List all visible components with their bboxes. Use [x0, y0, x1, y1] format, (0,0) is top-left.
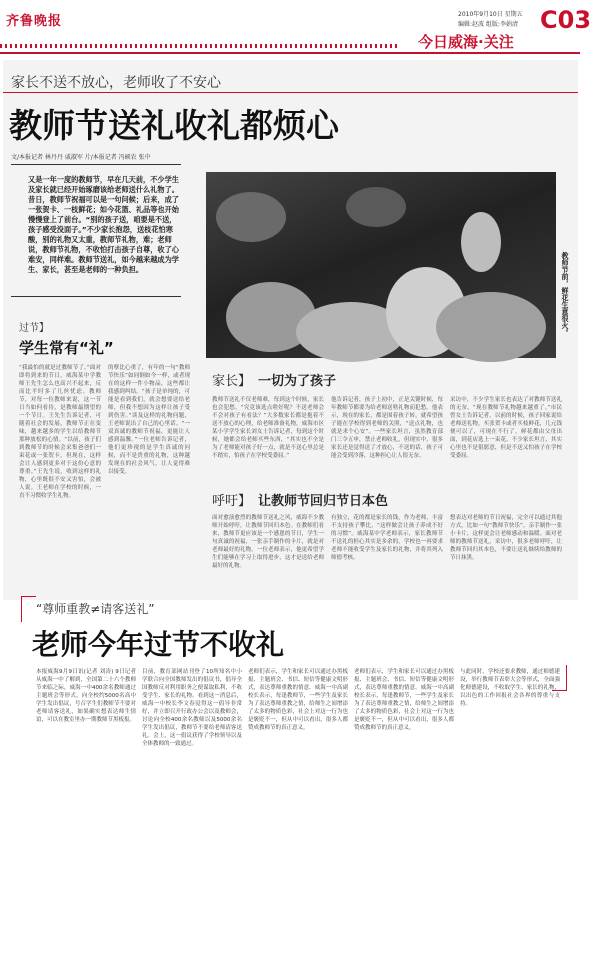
section-kicker: 过节】 — [19, 323, 49, 334]
body-column: 面对愈演愈烈的教师节送礼之风，威海不少教师开始呼吁，让教师节回归本色。在教师们看来，教师节更应该是一个感恩的节日，学生一句真诚的祝福，一张亲手制作的卡片，就是对老师最好的礼物。一位老师表示，他更希望学生们能够在学习上取得进步，这才是送给老师最好的礼物。 — [212, 515, 324, 569]
body-column: 老师们表示，学生和家长可以通过办黑板报、主题班会、书信、短信等健康文明形式，表达尊师重教的情意。威海一中高副校长表示，每逢教师节，一些学生及家长为了表达尊师重教之情，给师生之间增添了太多的物质色彩，社会上对这一行为也是褒贬不一，但从中可以看出，很多人都赞成教师节的真正意义。 — [354, 669, 454, 731]
section-headline: 学生常有“礼” — [19, 339, 114, 357]
body-column: 与此同时，学校还要求教师，通过师德建设，举行教师节表彰大会等形式，全面强化师德建设，不收取学生、家长的礼物，以出色的工作回报社会各界的尊重与支持。 — [460, 669, 560, 707]
body-column: 老师们表示，学生和家长可以通过办黑板报、主题班会、书信、短信等健康文明形式，表达尊师重教的情意。威海一中高副校长表示，每逢教师节，一些学生及家长为了表达尊师重教之情，给师生之间增添了太多的物质色彩，社会上对这一行为也是褒贬不一，但从中可以看出，很多人都赞成教师节的真正意义。 — [248, 669, 348, 731]
article-kicker: “尊师重教≠请客送礼” — [36, 602, 155, 616]
body-column: 目前，教育部网站刊登了10所知名中小学联合向全国教师发出的倡议书，倡导全国教师反对利用职务之便谋取私利，不收受学生、家长的礼物。看到这一消息后，威海一中校长李文春觉得这一倡导非常好，并立即召开行政办公会以及教师会，讨论向全校400余名教师以及5000余名学生发出倡议，教师节不要给老师请客送礼。会上，这一倡议获得了学校领导以及全体教师的一致通过。 — [142, 669, 242, 747]
body-column: 想表达对老师的节日祝福，完全可以通过其他方式，比如一句“教师节快乐”，亲手制作一张小卡片，这样更会让老师感动和温暖。面对老师的教师节送礼，采访中，很多老师呼吁，让教师节回归其本色，不要让送礼继续给教师的节日抹黑。 — [450, 515, 562, 561]
body-column: “我最怕的就是过教师节了。”面对即将到来的节日，威海某中学教师王先生怎么也高兴不起来，反而比平时多了几丝忧虑。教师节，对每一位教师来说，这一节日当如何看待，是教师最期望的一个节日。王先生告诉记者，可随着社会的发展，教师节正在变味，越来越多的学生以给教师节那种放松的心情。“以前，孩子们到教师节的时候会采集爸爸们一束花或一张贺卡，但现在，这样会让人感到更多对于这份心意的尊重。”王先生说，收到这样的礼物，心里既很不安又害怕，会被人说。王老师在学校的时候，一直不习惯收学生礼物。 — [19, 365, 101, 499]
bracket-decoration — [21, 596, 36, 622]
photo-caption: 教师节前，鲜花生意很火。 — [561, 252, 569, 336]
article-subtitle: 家长不送不放心，老师收了不安心 — [11, 75, 221, 91]
body-column: 采访中，不少学生家长也表达了对教师节送礼的无奈，“现在教师节礼物越来越重了。”市民曾女士告诉记者，以前的时候，孩子回家说给老师送礼物，买张贺卡或者买枝鲜花，几元钱便可以了，可现在不行了，鲜花都由父母出面，到花店选上一束花。不少家长坦言，其实心里也不是很愿意，但是不送又怕孩子在学校受委屈。 — [450, 397, 562, 459]
body-column: 的孽比心重了，有年的一句“教师节快乐”如同倒如今一样，或者现在的这样一件小物品，这些都让我感到纠结。“孩子是单纯的，可能是看到我们，就会想要送给老师，但我不想因为这样让孩子受到伤害。”谈及这样的礼物问题，王老师说出了自己的心里话。“一双真诚的教师节祝福，更能让人感到温馨。”一位老师告诉记者，他们更珍视的是学生真诚的问候，而不是贵重的礼物，这种越发现在的社会风气，让人觉得难以接受。 — [108, 365, 190, 475]
body-column: 他告诉记者，孩子上初中，正是关键时候，每年教师节都要为给老师送啥礼物而犯愁。他表示，现在的家长，都是围着孩子转，就希望孩子能在学校得到老师的关照，“送点礼物，也就是求个心安”。一些家长坦言，虽然教育部门三令五申，禁止老师收礼，但现实中，很多家长还是觉得送了才放心，不送的话，孩子可能会受到冷落，这种担心让人很无奈。 — [331, 397, 443, 459]
subsection-title: 一切为了孩子 — [258, 374, 337, 389]
article-lead: 又是一年一度的教师节，早在几天前，不少学生及家长就已经开始琢磨该给老师送什么礼物了。昔日，教师节祝福可以是一句问候；后来，成了一张贺卡、一枝鲜花；如今花篮、礼品等也开始慢慢登上了前台。“别的孩子送，咱要是不送，孩子感受没面子。”不少家长抱怨，送枝花怕寒酸，别的礼物又太重，教师节礼物，难；老师说，教师节礼物，不收怕打击孩子自尊，收了心难安，同样难。教师节送礼，如今越来越成为学生、家长，甚至是老师的一种负担。 — [28, 175, 179, 274]
page-number: C03 — [540, 6, 591, 34]
article-headline: 教师节送礼收礼都烦心 — [9, 106, 339, 145]
newspaper-logo: 齐鲁晚报 — [6, 14, 63, 29]
article-byline: 文/本报记者 林丹丹 戚淑军 片/本报记者 冯硕农 张中 — [11, 154, 151, 161]
editor-credits: 编辑:赵波 组版:李娟清 — [458, 21, 518, 28]
subsection-tag: 家长】 — [212, 374, 252, 389]
article-headline: 老师今年过节不收礼 — [32, 628, 285, 661]
body-column: 本报威海9月9日讯(记者 刘涛) 9日记者从威海一中了解到，全国第二十六个教师节来临之际，威海一中400余名教师通过主题班会等形式，向全校约5000名高中学生发出倡议，号召学生们教师节不要对老师请客送礼，如果确实想表达师生情谊，可以在教室里办一期教师节黑板报。 — [36, 669, 136, 723]
top-rule — [0, 52, 580, 54]
flower-shop-photo — [206, 172, 556, 358]
subsection-title: 让教师节回归节日本色 — [258, 494, 389, 509]
panel-divider — [3, 92, 578, 93]
dotted-rule — [0, 44, 400, 48]
subsection-tag: 呼吁】 — [212, 494, 252, 509]
byline-rule — [11, 164, 181, 165]
section-title: 今日威海·关注 — [418, 33, 514, 51]
lead-rule — [11, 296, 181, 297]
body-column: 有独立，花的都是家长的钱，作为老师，丰富不支持孩子攀比，“这样做会让孩子养成不好的习惯”。威海某中学老师表示，家长教师节不送礼的担心其实是多余的，学校也一再要求老师不能收受学生及家长的礼物，并将其列入师德考核。 — [331, 515, 443, 561]
issue-date: 2010年9月10日 星期五 — [458, 11, 523, 18]
body-column: 教师节送礼不仅老师难，每到这个时候，家长也会犯愁。“究竟该选点啥好呢？不送老师会不会对孩子有看法？”大多数家长都是抱着不送不放心的心理，给老师准备礼物。威海市区某小学学生家长刘女士告诉记者，每到这个时候，她都会给老师买些东西，“其实也不全是为了老师能对孩子好一点，就是不送心里总是不踏实，怕孩子在学校受委屈。” — [212, 397, 324, 459]
